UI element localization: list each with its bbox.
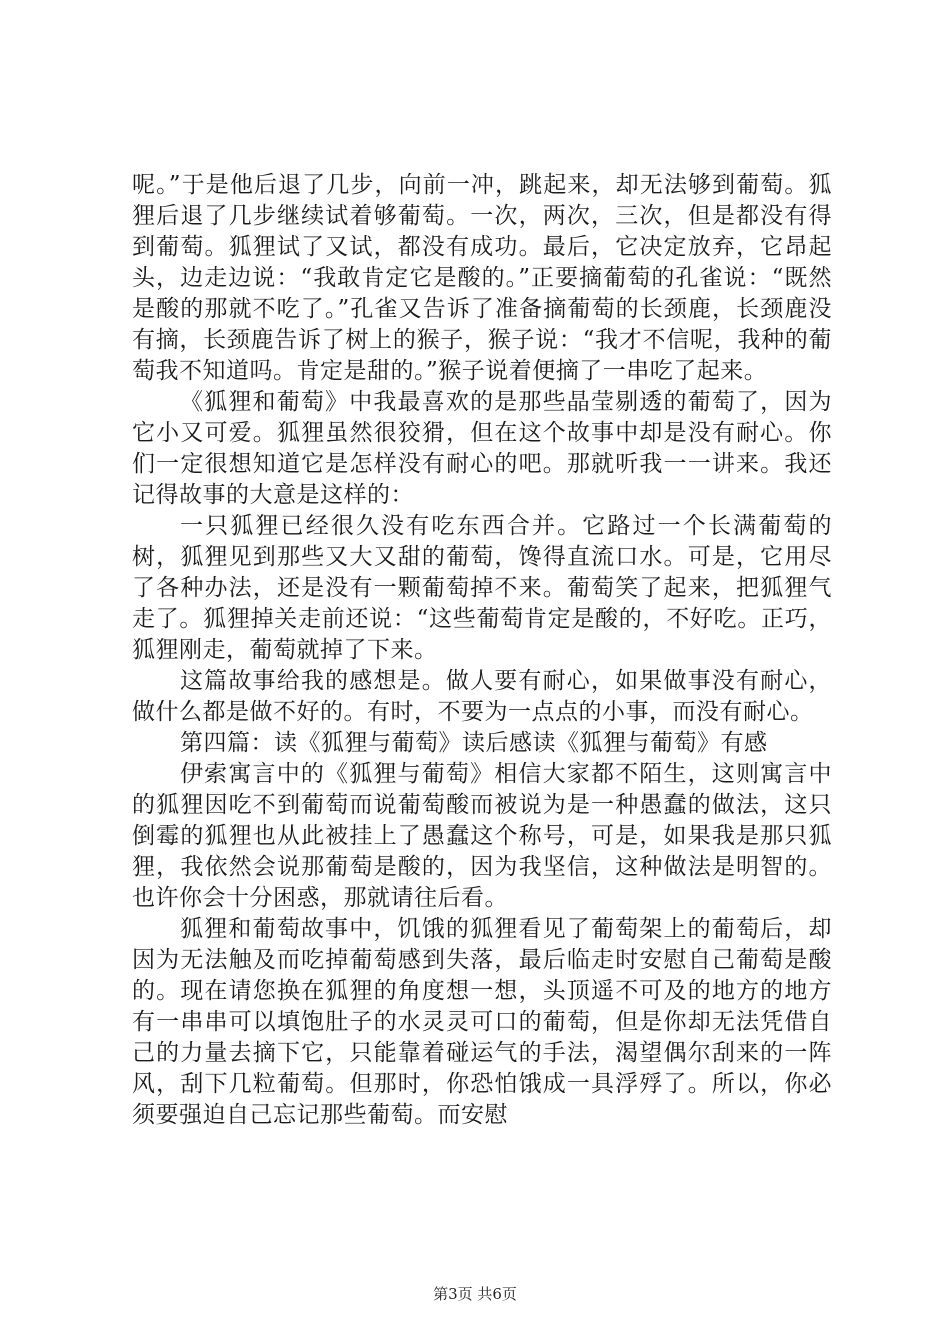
section-heading: 第四篇：读《狐狸与葡萄》读后感读《狐狸与葡萄》有感 — [180, 730, 768, 756]
paragraph-1: 呢。”于是他后退了几步，向前一冲，跳起来，却无法够到葡萄。狐狸后退了几步继续试着够葡萄。一次，两次，三次，但是都没有得到葡萄。狐狸试了又试，都没有成功。最后，它决定放弃，它昂起头，边走边说：“我敢肯定它是酸的。”正要摘葡萄的孔雀说：“既然是酸的那就不吃了。”孔雀又告诉了准备摘葡萄的长颈鹿，长颈鹿没有摘，长颈鹿告诉了树上的猴子，猴子说：“我才不信呢，我种的葡萄我不知道吗。肯定是甜的。”猴子说着便摘了一串吃了起来。 — [132, 172, 832, 384]
page-number-footer: 第3页 共6页 — [433, 1285, 517, 1303]
paragraph-2: 《狐狸和葡萄》中我最喜欢的是那些晶莹剔透的葡萄了，因为它小又可爱。狐狸虽然很狡猾，但在这个故事中却是没有耐心。你们一定很想知道它是怎样没有耐心的吧。那就听我一一讲来。我还记得故事的大意是这样的： — [132, 389, 832, 508]
document-body — [132, 170, 832, 1131]
paragraph-6: 狐狸和葡萄故事中，饥饿的狐狸看见了葡萄架上的葡萄后，却因为无法触及而吃掉葡萄感到失落，最后临走时安慰自己葡萄是酸的。现在请您换在狐狸的角度想一想，头顶遥不可及的地方的地方有一串串可以填饱肚子的水灵灵可口的葡萄，但是你却无法凭借自己的力量去摘下它，只能靠着碰运气的手法，渴望偶尔刮来的一阵风，刮下几粒葡萄。但那时，你恐怕饿成一具浮殍了。所以，你必须要强迫自己忘记那些葡萄。而安慰 — [132, 916, 832, 1128]
paragraph-4: 这篇故事给我的感想是。做人要有耐心，如果做事没有耐心，做什么都是做不好的。有时，不要为一点点的小事，而没有耐心。 — [132, 668, 832, 725]
paragraph-5: 伊索寓言中的《狐狸与葡萄》相信大家都不陌生，这则寓言中的狐狸因吃不到葡萄而说葡萄酸而被说为是一种愚蠢的做法，这只倒霉的狐狸也从此被挂上了愚蠢这个称号，可是，如果我是那只狐狸，我依然会说那葡萄是酸的，因为我坚信，这种做法是明智的。也许你会十分困惑，那就请往后看。 — [132, 761, 832, 911]
paragraph-3: 一只狐狸已经很久没有吃东西合并。它路过一个长满葡萄的树，狐狸见到那些又大又甜的葡萄，馋得直流口水。可是，它用尽了各种办法，还是没有一颗葡萄掉不来。葡萄笑了起来，把狐狸气走了。狐狸掉关走前还说：“这些葡萄肯定是酸的，不好吃。正巧，狐狸刚走，葡萄就掉了下来。 — [132, 513, 832, 663]
